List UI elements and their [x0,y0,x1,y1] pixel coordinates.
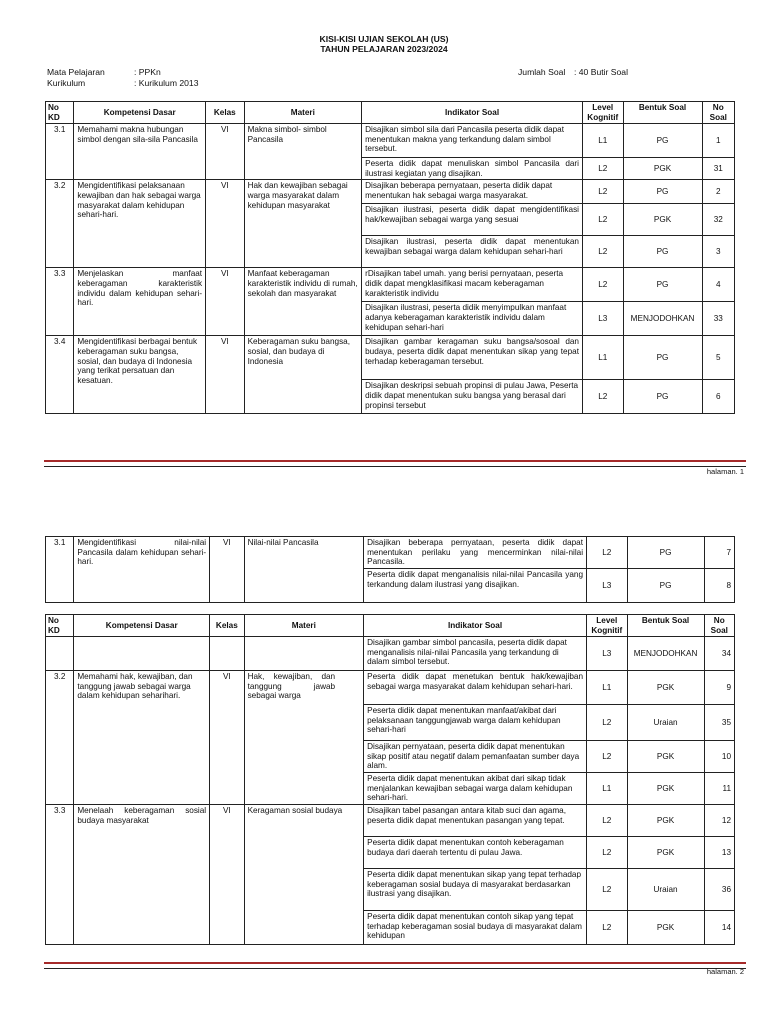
materi-cell: Manfaat keberagaman karakteristik individu di rumah, sekolah dan masyarakat [244,268,362,336]
nosoal-cell: 13 [704,837,734,869]
col-header-level: Level Kognitif [587,615,628,637]
table-row [46,124,735,158]
indikator-cell: Disajikan tabel pasangan antara kitab suci dan agama, peserta didik dapat menentukan pasangan yang tepat. [364,805,587,837]
page-divider [44,962,746,969]
kd-number: 3.4 [46,336,74,414]
nosoal-cell: 5 [702,336,734,380]
indikator-cell: Peserta didik dapat menentukan contoh sikap yang tepat terhadap keberagaman sosial budaya di masyarakat dalam kehidupan [364,911,587,945]
indikator-cell: Disajikan deskripsi sebuah propinsi di pulau Jawa, Peserta didik dapat menentukan suku bangsa yang berasal dari propinsi tersebut [362,380,583,414]
bentuk-cell: PGK [627,911,704,945]
kelas-cell: VI [210,671,244,805]
table-row [46,805,735,837]
kisi-table-page2-top [45,536,735,603]
level-cell: L2 [587,705,628,741]
kompetensi-cell: Menjelaskan manfaat keberagaman karakteristik individu dalam kehidupan sehari-hari. [74,268,206,336]
materi-cell: Hak, kewajiban, dan tanggung jawab sebagai warga [244,671,364,805]
materi-cell: Keragaman sosial budaya [244,805,364,945]
indikator-cell: Peserta didik dapat menentukan akibat dari sikap tidak menjalankan kewajiban sebagai warga dalam kehidupan sehari-hari. [364,773,587,805]
indikator-cell: Peserta didik dapat menetukan bentuk hak/kewajiban sebagai warga masyarakat dalam kehidupan sehari-hari. [364,671,587,705]
level-cell: L3 [587,637,628,671]
col-header-kelas: Kelas [210,615,244,637]
indikator-cell: rDisajikan tabel umah. yang berisi pernyataan, peserta didik dapat mengklasifikasi macam keberagaman karakteristik individu [362,268,583,302]
bentuk-cell: PG [623,236,702,268]
materi-cell: Makna simbol- simbol Pancasila [244,124,362,180]
materi-cell: Nilai-nilai Pancasila [244,537,364,603]
indikator-cell: Peserta didik dapat menganalisis nilai-nilai Pancasila yang terkandung dalam ilustrasi yang disajikan. [364,569,587,603]
col-header-level: Level Kognitif [582,102,623,124]
nosoal-cell: 36 [704,869,734,911]
bentuk-cell: PG [623,380,702,414]
kompetensi-cell: Mengidentifikasi nilai-nilai Pancasila dalam kehidupan sehari-hari. [74,537,210,603]
kelas-cell: VI [206,336,245,414]
level-cell: L2 [582,236,623,268]
col-header-no-soal: No Soal [702,102,734,124]
bentuk-cell: PGK [627,671,704,705]
empty-cell [46,637,74,671]
col-header-no-kd: No KD [46,615,74,637]
materi-cell: Keberagaman suku bangsa, sosial, dan budaya di Indonesia [244,336,362,414]
bentuk-cell: Uraian [627,705,704,741]
mapel-label: Mata Pelajaran [47,67,105,77]
nosoal-cell: 11 [704,773,734,805]
col-header-no-soal: No Soal [704,615,734,637]
bentuk-cell: PGK [627,773,704,805]
col-header-kompetensi: Kompetensi Dasar [74,615,210,637]
col-header-indikator: Indikator Soal [362,102,583,124]
indikator-cell: Peserta didik dapat menentukan sikap yang tepat terhadap keberagaman sosial budaya di masyarakat berdasarkan ilustrasi yang disajikan. [364,869,587,911]
bentuk-cell: PGK [623,204,702,236]
nosoal-cell: 6 [702,380,734,414]
bentuk-cell: Uraian [627,869,704,911]
kd-number: 3.1 [46,537,74,603]
table-row [46,671,735,705]
indikator-cell: Disajikan gambar keragaman suku bangsa/sosoal dan budaya, peserta didik dapat menentukan sikap yang tepat terhadap keberagaman tersebut. [362,336,583,380]
mapel-value: : PPKn [134,67,161,77]
kompetensi-cell: Mengidentifikasi berbagai bentuk keberagaman suku bangsa, sosial, dan budaya di Indonesia yang terikat persatuan dan kesatuan. [74,336,206,414]
level-cell: L2 [587,869,628,911]
level-cell: L2 [582,268,623,302]
document-title: KISI-KISI UJIAN SEKOLAH (US) [319,34,449,44]
table-row [46,268,735,302]
kompetensi-cell: Memahami makna hubungan simbol dengan sila-sila Pancasila [74,124,206,180]
col-header-kompetensi: Kompetensi Dasar [74,102,206,124]
jumlah-value: : 40 Butir Soal [574,67,628,77]
nosoal-cell: 14 [704,911,734,945]
bentuk-cell: PG [627,537,704,569]
nosoal-cell: 31 [702,158,734,180]
indikator-cell: Disajikan ilustrasi, peserta didik menyimpulkan manfaat adanya keberagaman karakteristik individu dalam kehidupan sehari-hari [362,302,583,336]
col-header-materi: Materi [244,615,364,637]
indikator-cell: Disajikan simbol sila dari Pancasila peserta didik dapat menentukan makna yang terkandung dalam simbol tersebut. [362,124,583,158]
col-header-materi: Materi [244,102,362,124]
nosoal-cell: 9 [704,671,734,705]
bentuk-cell: PGK [627,837,704,869]
bentuk-cell: PG [623,124,702,158]
indikator-cell: Disajikan beberapa pernyataan, peserta didik dapat menentukan perilaku yang mencerminkan nilai-nilai Pancasila. [364,537,587,569]
kelas-cell: VI [210,537,244,603]
kd-number: 3.3 [46,805,74,945]
indikator-cell: Peserta didik dapat menentukan contoh keberagaman budaya dari daerah tertentu di pulau Jawa. [364,837,587,869]
kelas-cell: VI [206,124,245,180]
kd-number: 3.1 [46,124,74,180]
indikator-cell: Peserta didik dapat menuliskan simbol Pancasila dari ilustrasi kegiatan yang disajikan. [362,158,583,180]
kurikulum-label: Kurikulum [47,78,86,88]
bentuk-cell: PG [623,180,702,204]
indikator-cell: Disajikan beberapa pernyataan, peserta didik dapat menentukan hak sebagai warga masyarakat. [362,180,583,204]
nosoal-cell: 34 [704,637,734,671]
table-row [46,637,735,671]
indikator-cell: Disajikan ilustrasi, peserta didik dapat menentukan kewajiban sebagai warga dalam kehidupan sehari-hari [362,236,583,268]
empty-cell [244,637,364,671]
col-header-no-kd: No KD [46,102,74,124]
bentuk-cell: PGK [627,741,704,773]
kelas-cell: VI [206,180,245,268]
kelas-cell: VI [210,805,244,945]
level-cell: L2 [582,380,623,414]
bentuk-cell: PG [623,336,702,380]
level-cell: L2 [582,204,623,236]
col-header-bentuk: Bentuk Soal [627,615,704,637]
table-row [46,537,735,569]
col-header-indikator: Indikator Soal [364,615,587,637]
document-subtitle: TAHUN PELAJARAN 2023/2024 [320,44,448,54]
kd-number: 3.3 [46,268,74,336]
level-cell: L3 [587,569,628,603]
kisi-table-page2-main [45,614,735,945]
nosoal-cell: 10 [704,741,734,773]
nosoal-cell: 32 [702,204,734,236]
table-header-row [46,102,735,124]
nosoal-cell: 2 [702,180,734,204]
level-cell: L2 [587,911,628,945]
level-cell: L2 [587,837,628,869]
indikator-cell: Disajikan pernyataan, peserta didik dapat menentukan sikap positif atau negatif dalam pemanfaatan sumber daya alam. [364,741,587,773]
nosoal-cell: 33 [702,302,734,336]
nosoal-cell: 12 [704,805,734,837]
table-row [46,180,735,204]
bentuk-cell: PG [627,569,704,603]
page-number: halaman. 1 [706,467,744,476]
nosoal-cell: 4 [702,268,734,302]
nosoal-cell: 1 [702,124,734,158]
materi-cell: Hak dan kewajiban sebagai warga masyarakat dalam kehidupan masyarakat [244,180,362,268]
bentuk-cell: MENJODOHKAN [627,637,704,671]
kompetensi-cell: Memahami hak, kewajiban, dan tanggung jawab sebagai warga dalam kehidupan seharihari. [74,671,210,805]
indikator-cell: Disajikan gambar simbol pancasila, peserta didik dapat menganalisis nilai-nilai Pancasila yang terkandung di dalam simbol tersebut. [364,637,587,671]
level-cell: L1 [582,336,623,380]
level-cell: L1 [587,773,628,805]
level-cell: L2 [587,537,628,569]
kd-number: 3.2 [46,671,74,805]
bentuk-cell: PGK [623,158,702,180]
kompetensi-cell: Menelaah keberagaman sosial budaya masyarakat [74,805,210,945]
level-cell: L2 [587,805,628,837]
indikator-cell: Peserta didik dapat menentukan manfaat/akibat dari pelaksanaan tanggungjawab warga dalam kehidupan sehari-hari [364,705,587,741]
bentuk-cell: PGK [627,805,704,837]
col-header-kelas: Kelas [206,102,245,124]
nosoal-cell: 3 [702,236,734,268]
level-cell: L1 [582,124,623,158]
nosoal-cell: 8 [704,569,734,603]
kelas-cell: VI [206,268,245,336]
kd-number: 3.2 [46,180,74,268]
kisi-table-page1 [45,101,735,414]
jumlah-label: Jumlah Soal [518,67,566,77]
indikator-cell: Disajikan ilustrasi, peserta didik dapat mengidentifikasi hak/kewajiban sebagai warga yang sesuai [362,204,583,236]
bentuk-cell: MENJODOHKAN [623,302,702,336]
level-cell: L3 [582,302,623,336]
table-header-row [46,615,735,637]
kurikulum-value: : Kurikulum 2013 [134,78,199,88]
empty-cell [74,637,210,671]
level-cell: L1 [587,671,628,705]
col-header-bentuk: Bentuk Soal [623,102,702,124]
table-row [46,336,735,380]
nosoal-cell: 35 [704,705,734,741]
empty-cell [210,637,244,671]
page-number: halaman. 2 [706,967,744,976]
level-cell: L2 [582,158,623,180]
kompetensi-cell: Mengidentifikasi pelaksanaan kewajiban dan hak sebagai warga masyarakat dalam kehidupan sehari-hari. [74,180,206,268]
level-cell: L2 [587,741,628,773]
bentuk-cell: PG [623,268,702,302]
page-divider [44,460,746,467]
level-cell: L2 [582,180,623,204]
nosoal-cell: 7 [704,537,734,569]
